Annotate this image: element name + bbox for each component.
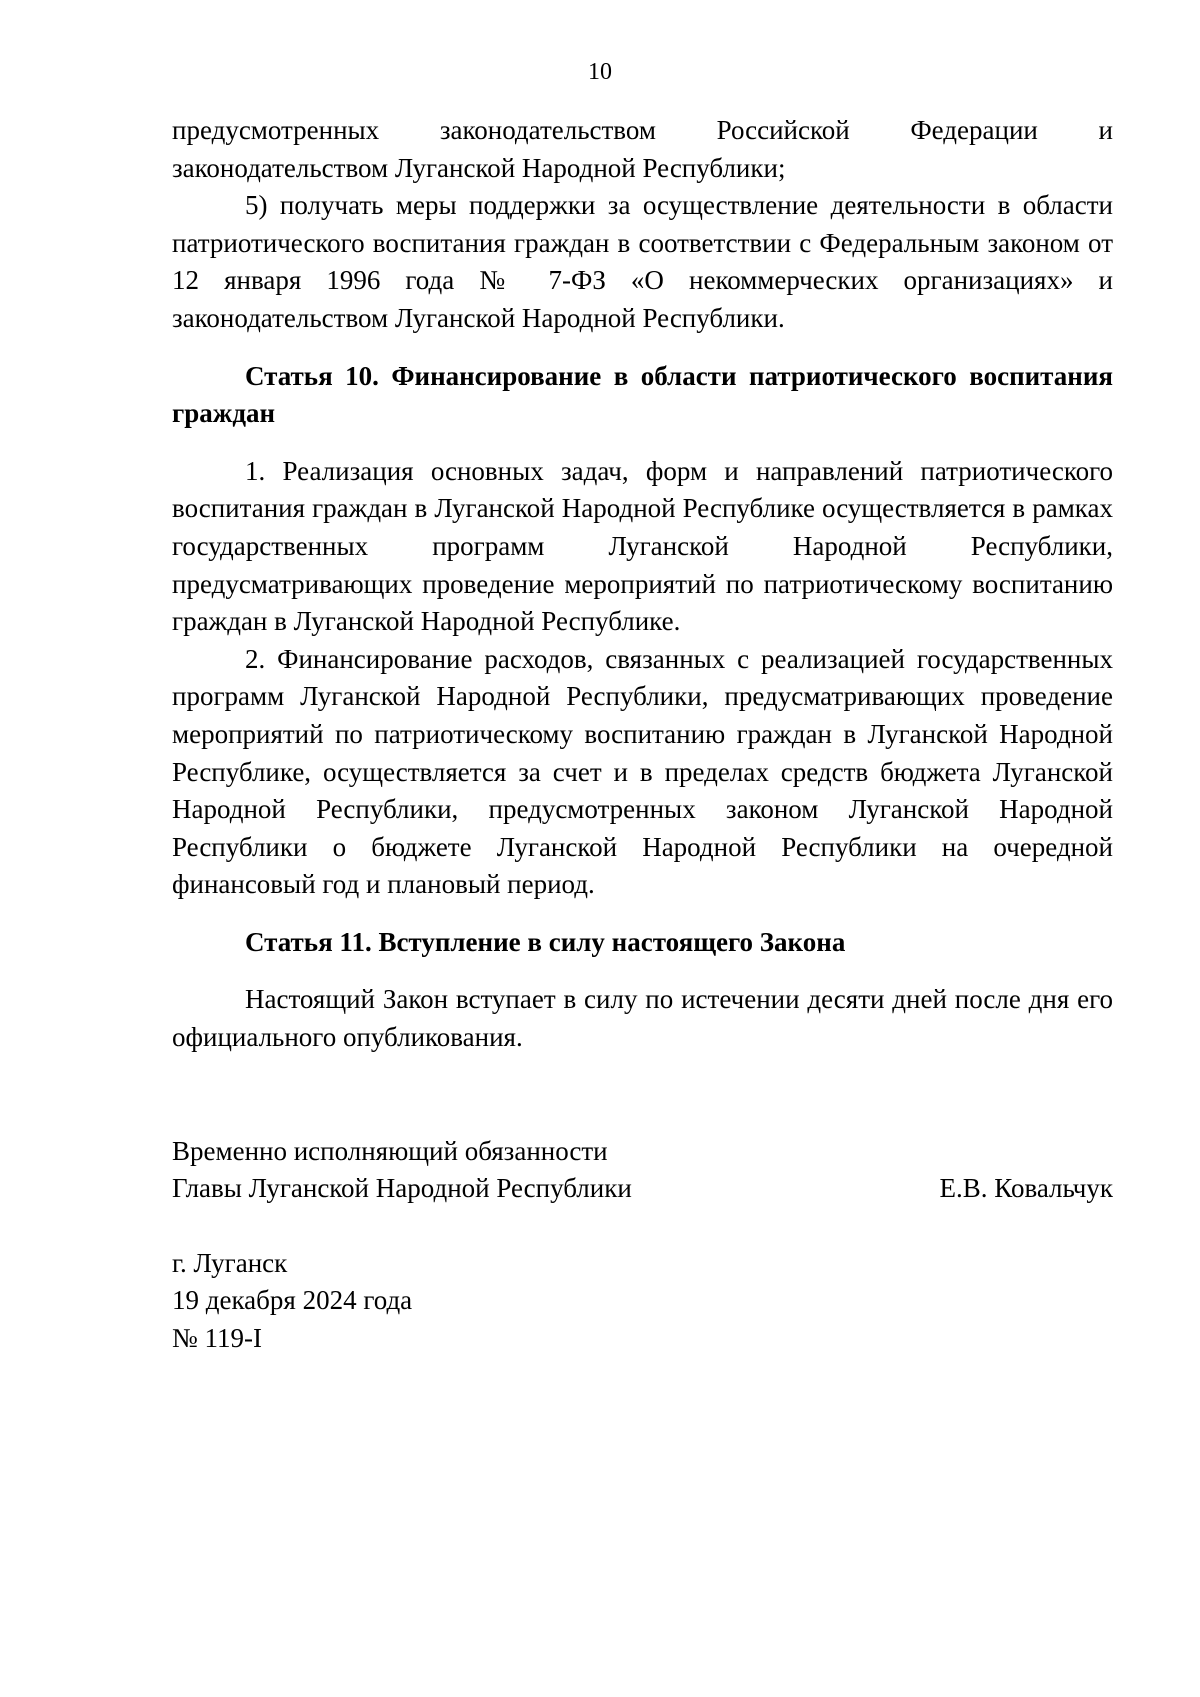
paragraph-item-5: 5) получать меры поддержки за осуществление деятельности в области патриотического воспитания граждан в соответствии с Федеральным законом от 12 января 1996 года № 7-ФЗ «О некоммерческих организациях» и законодательством Луганской Народной Республики. (172, 190, 1113, 333)
signatory-position-line-1: Временно исполняющий обязанности (172, 1135, 608, 1166)
article-10-title: Статья 10. Финансирование в области патриотического воспитания граждан (172, 360, 1113, 429)
article-11-title: Статья 11. Вступление в силу настоящего Закона (245, 926, 846, 957)
article-10-paragraph-2: 2. Финансирование расходов, связанных с реализацией государственных программ Луганской Народной Республики, предусматривающих проведение мероприятий по патриотическому воспитанию граждан в Луганской Народной Республике, осуществляется за счет и в пределах средств бюджета Луганской Народной Республики, предусмотренных законом Луганской Народной Республики о бюджете Луганской Народной Республики на очередной финансовый год и плановый период. (172, 643, 1113, 900)
document-body (172, 112, 1113, 1358)
law-date: 19 декабря 2024 года (172, 1285, 413, 1316)
page-number: 10 (588, 59, 612, 85)
signatory-name: Е.В. Ковальчук (939, 1173, 1113, 1204)
city: г. Луганск (172, 1247, 288, 1278)
signatory-position-line-2: Главы Луганской Народной Республики (172, 1173, 632, 1204)
law-number: № 119-I (172, 1323, 262, 1354)
place-date-block (172, 1245, 1113, 1358)
article-10-paragraph-1: 1. Реализация основных задач, форм и направлений патриотического воспитания граждан в Луганской Народной Республике осуществляется в рамках государственных программ Луганской Народной Республики, предусматривающих проведение мероприятий по патриотическому воспитанию граждан в Луганской Народной Республике. (172, 455, 1113, 637)
signature-block (172, 1133, 1113, 1208)
paragraph-continuation: предусмотренных законодательством Российской Федерации и законодательством Луганской Народной Республики; (172, 115, 1113, 183)
article-11-paragraph: Настоящий Закон вступает в силу по истечении десяти дней после дня его официального опубликования. (172, 984, 1113, 1053)
signature-row (172, 1170, 1113, 1208)
